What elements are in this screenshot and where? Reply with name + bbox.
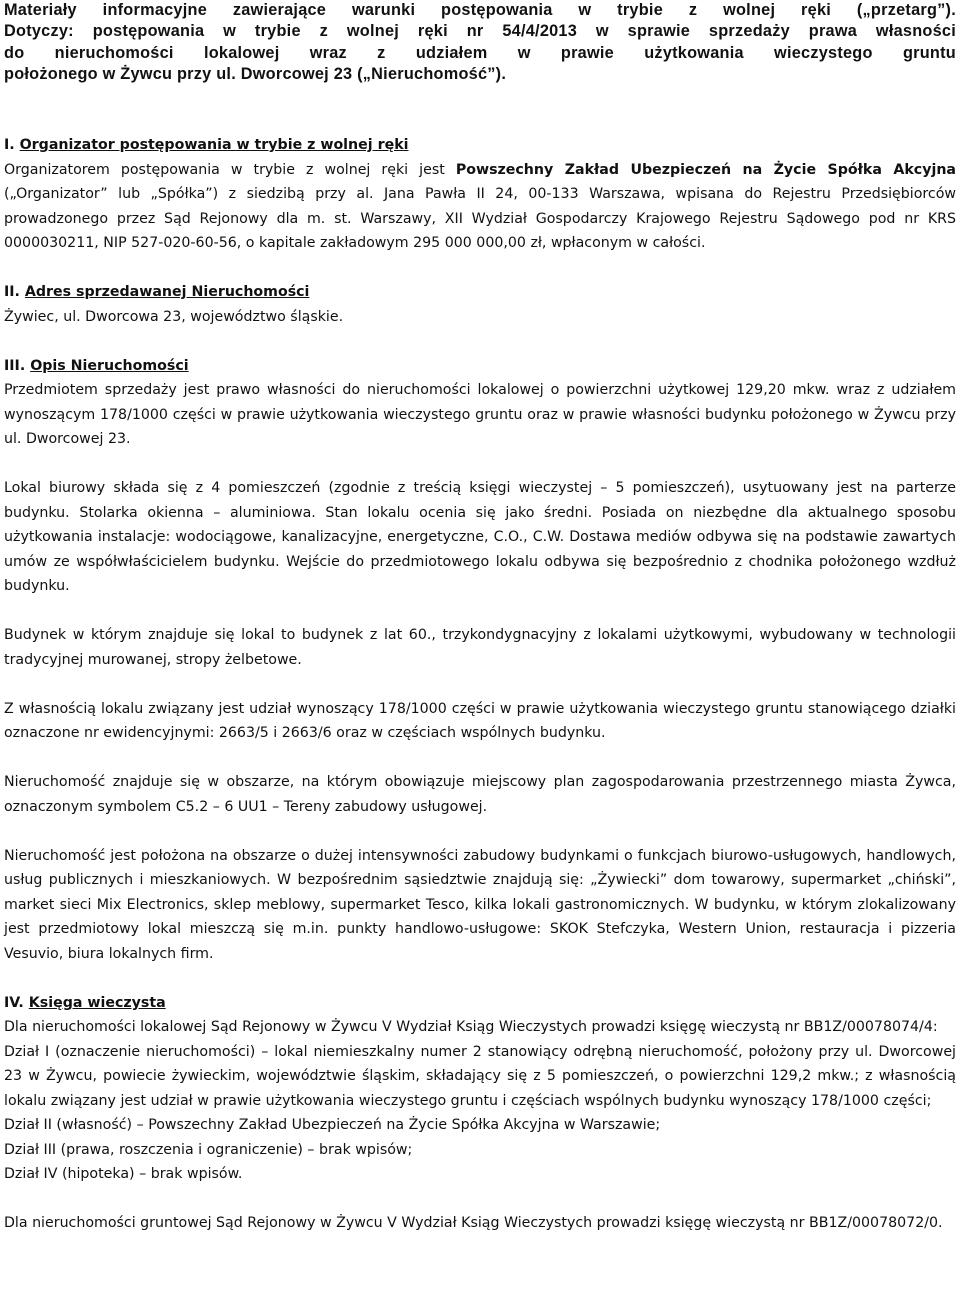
section-description bbox=[4, 354, 956, 967]
section-2-title: Adres sprzedawanej Nieruchomości bbox=[24, 284, 310, 301]
header-line-4: położonego w Żywcu przy ul. Dworcowej 23 („Nieruchomość”). bbox=[4, 64, 507, 83]
section-1-text bbox=[4, 158, 956, 256]
document-page bbox=[4, 0, 956, 1236]
section-1-title: Organizator postępowania w trybie z wolnej ręki bbox=[19, 137, 409, 154]
land-register-intro: Dla nieruchomości lokalowej Sąd Rejonowy w Żywcu V Wydział Ksiąg Wieczystych prowadzi księgę wieczystą nr BB1Z/00078074/4: bbox=[4, 1019, 938, 1036]
land-register-item: Dział I (oznaczenie nieruchomości) – lokal niemieszkalny numer 2 stanowiący odrębną nieruchomość, położony przy ul. Dworcowej 23 w Żywcu, powiecie żywieckim, województwie śląskim, składający się z 5 pomieszczeń, o powierzchni 129,2 mkw.; z własnością lokalu związany jest udział w prawie użytkowania wieczystego gruntu i częściach wspólnych budynku wynoszący 178/1000 części; bbox=[4, 1043, 956, 1109]
header-line-2: Dotyczy: postępowania w trybie z wolnej ręki nr 54/4/2013 w sprawie sprzedaży prawa własności bbox=[4, 22, 956, 41]
header-line-1: Materiały informacyjne zawierające warunki postępowania w trybie z wolnej ręki („przetarg”). bbox=[4, 1, 956, 19]
section-1-text-after: („Organizator” lub „Spółka”) z siedzibą przy al. Jana Pawła II 24, 00-133 Warszawa, wpisana do Rejestru Przedsiębiorców prowadzonego przez Sąd Rejonowy dla m. st. Warszawy, XII Wydział Gospodarczy Krajowego Rejestru Sądowego pod nr KRS 0000030211, NIP 527-020-60-56, o kapitale zakładowym 295 000 000,00 zł, wpłaconym w całości. bbox=[4, 186, 956, 252]
section-1-heading bbox=[4, 133, 956, 158]
header-line-3: do nieruchomości lokalowej wraz z udziałem w prawie użytkowania wieczystego gruntu bbox=[4, 43, 956, 62]
section-4-title: Księga wieczysta bbox=[28, 994, 166, 1011]
section-3-heading bbox=[4, 354, 956, 379]
section-2-heading bbox=[4, 280, 956, 305]
description-paragraph: Budynek w którym znajduje się lokal to budynek z lat 60., trzykondygnacyjny z lokalami użytkowymi, wybudowany w technologii tradycyjnej murowanej, stropy żelbetowe. bbox=[4, 627, 956, 668]
section-3-title: Opis Nieruchomości bbox=[30, 357, 189, 374]
description-paragraph: Przedmiotem sprzedaży jest prawo własności do nieruchomości lokalowej o powierzchni użytkowej 129,20 mkw. wraz z udziałem wynoszącym 178/1000 części w prawie użytkowania wieczystego gruntu oraz w prawie własności budynku położonego w Żywcu przy ul. Dworcowej 23. bbox=[4, 382, 956, 448]
description-paragraph: Z własnością lokalu związany jest udział wynoszący 178/1000 części w prawie użytkowania wieczystego gruntu stanowiącego działki oznaczone nr ewidencyjnymi: 2663/5 i 2663/6 oraz w częściach wspólnych budynku. bbox=[4, 700, 956, 742]
section-1-text-before: Organizatorem postępowania w trybie z wolnej ręki jest bbox=[4, 161, 456, 178]
land-register-item: Dział II (własność) – Powszechny Zakład Ubezpieczeń na Życie Spółka Akcyjna w Warszawie; bbox=[4, 1117, 661, 1134]
section-4-number: IV. bbox=[4, 994, 24, 1011]
document-header bbox=[4, 0, 956, 85]
section-4-heading bbox=[4, 991, 956, 1016]
section-land-register bbox=[4, 991, 956, 1236]
description-paragraph: Nieruchomość znajduje się w obszarze, na którym obowiązuje miejscowy plan zagospodarowania przestrzennego miasta Żywca, oznaczonym symbolem C5.2 – 6 UU1 – Tereny zabudowy usługowej. bbox=[4, 774, 956, 815]
land-register-item: Dział III (prawa, roszczenia i ograniczenie) – brak wpisów; bbox=[4, 1141, 413, 1158]
company-name: Powszechny Zakład Ubezpieczeń na Życie Spółka Akcyjna bbox=[455, 161, 956, 178]
land-register-item: Dział IV (hipoteka) – brak wpisów. bbox=[4, 1166, 243, 1183]
land-register-outro: Dla nieruchomości gruntowej Sąd Rejonowy w Żywcu V Wydział Ksiąg Wieczystych prowadzi księgę wieczystą nr BB1Z/00078072/0. bbox=[4, 1215, 943, 1232]
property-address: Żywiec, ul. Dworcowa 23, województwo śląskie. bbox=[4, 308, 344, 325]
section-1-number: I. bbox=[4, 137, 15, 154]
section-address bbox=[4, 280, 956, 329]
description-paragraph: Nieruchomość jest położona na obszarze o dużej intensywności zabudowy budynkami o funkcjach biurowo-usługowych, handlowych, usług publicznych i mieszkaniowych. W bezpośrednim sąsiedztwie znajdują się: „Żywiecki” dom towarowy, supermarket „chiński”, market sieci Mix Electronics, sklep meblowy, supermarket Tesco, kilka lokali gastronomicznych. W budynku, w którym zlokalizowany jest przedmiotowy lokal mieszczą się m.in. punkty handlowo-usługowe: SKOK Stefczyka, Western Union, restauracja i pizzeria Vesuvio, biura lokalnych firm. bbox=[4, 847, 956, 962]
section-3-number: III. bbox=[4, 357, 26, 374]
section-2-number: II. bbox=[4, 284, 20, 301]
section-organizer bbox=[4, 133, 956, 256]
description-paragraph: Lokal biurowy składa się z 4 pomieszczeń (zgodnie z treścią księgi wieczystej – 5 pomieszczeń), usytuowany jest na parterze budynku. Stolarka okienna – aluminiowa. Stan lokalu ocenia się jako średni. Posiada on niezbędne dla aktualnego sposobu użytkowania instalacje: wodociągowe, kanalizacyjne, energetyczne, C.O., C.W. Dostawa mediów odbywa się na podstawie zawartych umów ze współwłaścicielem budynku. Wejście do przedmiotowego lokalu odbywa się bezpośrednio z chodnika położonego wzdłuż budynku. bbox=[4, 480, 956, 595]
